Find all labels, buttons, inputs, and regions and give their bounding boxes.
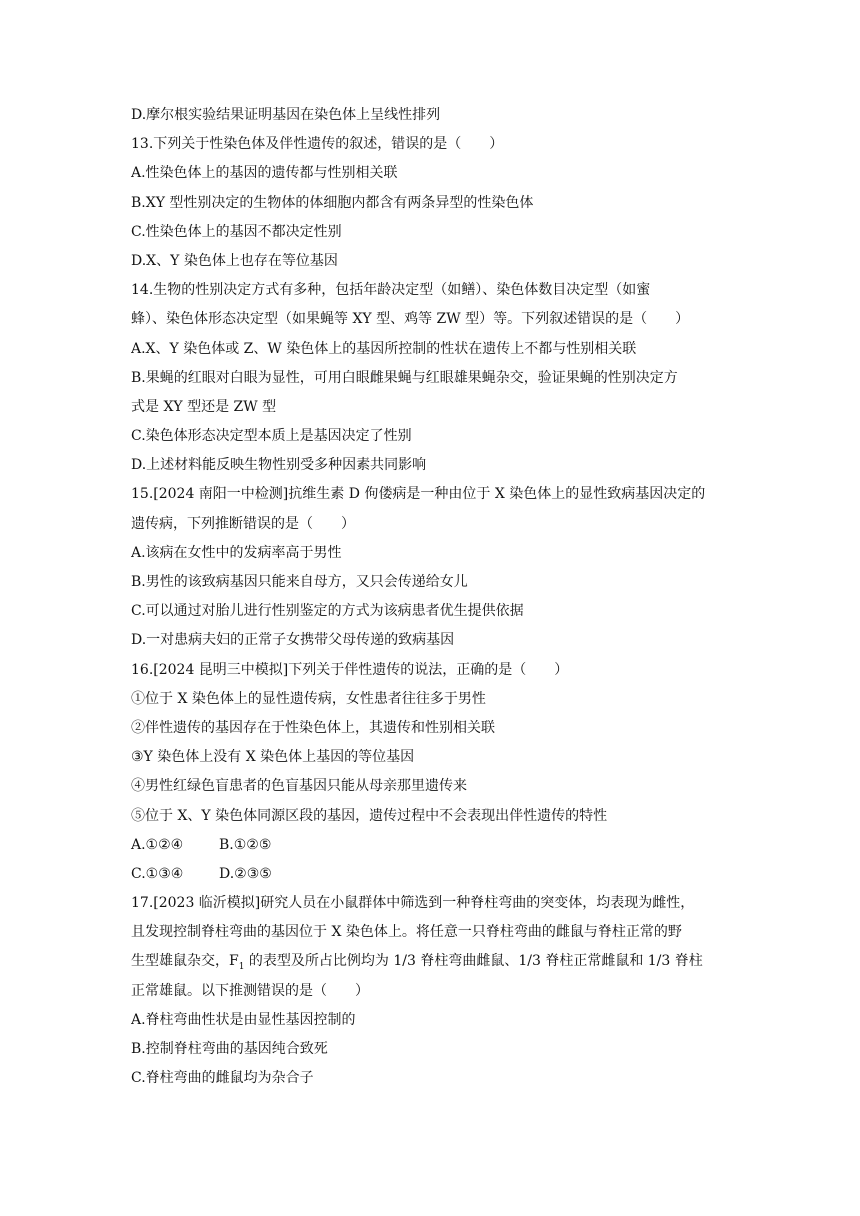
question-13-option-d: D.X、Y 染色体上也存在等位基因 (131, 252, 338, 269)
question-17-option-b: B.控制脊柱弯曲的基因纯合致死 (131, 1041, 328, 1057)
question-13-option-b: B.XY 型性别决定的生物体的体细胞内都含有两条异型的性染色体 (131, 194, 534, 211)
question-16-statement-5: ⑤位于 X、Y 染色体同源区段的基因，遗传过程中不会表现出伴性遗传的特性 (131, 807, 608, 824)
question-16-statement-3: ③Y 染色体上没有 X 染色体上基因的等位基因 (131, 749, 415, 766)
question-17-stem-line-2: 且发现控制脊柱弯曲的基因位于 X 染色体上。将任意一只脊柱弯曲的雌鼠与脊柱正常的野 (131, 924, 682, 941)
text-line: D.摩尔根实验结果证明基因在染色体上呈线性排列 (131, 107, 441, 123)
question-13-stem: 13.下列关于性染色体及伴性遗传的叙述，错误的是（ ） (131, 136, 504, 153)
question-16-options-row-2 (131, 860, 737, 889)
question-15-option-a: A.该病在女性中的发病率高于男性 (131, 544, 342, 561)
question-17-f1-subscript: 1 (238, 962, 245, 973)
question-16-statement-4: ④男性红绿色盲患者的色盲基因只能从母亲那里遗传来 (131, 778, 467, 795)
question-17-option-c: C.脊柱弯曲的雌鼠均为杂合子 (131, 1070, 314, 1087)
question-16-options-row-1 (131, 831, 737, 860)
question-17-option-a: A.脊柱弯曲性状是由显性基因控制的 (131, 1011, 356, 1028)
question-13-option-c: C.性染色体上的基因不都决定性别 (131, 223, 342, 240)
question-16-statement-1: ①位于 X 染色体上的显性遗传病，女性患者往往多于男性 (131, 690, 486, 707)
question-14-option-b-line-1: B.果蝇的红眼对白眼为显性，可用白眼雌果蝇与红眼雄果蝇杂交，验证果蝇的性别决定方 (131, 369, 678, 386)
question-17-text-after-sub: 的表型及所占比例均为 1/3 脊柱弯曲雌鼠、1/3 脊柱正常雌鼠和 1/3 脊柱 (244, 953, 703, 970)
question-16-statement-2: ②伴性遗传的基因存在于性染色体上，其遗传和性别相关联 (131, 719, 495, 736)
question-14-option-a: A.X、Y 染色体或 Z、W 染色体上的基因所控制的性状在遗传上不都与性别相关联 (131, 340, 637, 357)
question-14-option-b-line-2: 式是 XY 型还是 ZW 型 (131, 398, 277, 415)
question-16-option-a: A.①②④ (131, 836, 184, 853)
question-14-option-d: D.上述材料能反映生物性别受多种因素共同影响 (131, 457, 427, 474)
question-16-option-d: D.②③⑤ (219, 865, 272, 882)
question-15-stem-line-1: 15.[2024 南阳一中检测]抗维生素 D 佝偻病是一种由位于 X 染色体上的显性致病基因决定的 (131, 486, 706, 503)
question-17-stem-line-3 (131, 947, 737, 976)
question-14-stem-line-1: 14.生物的性别决定方式有多种，包括年龄决定型（如鳝）、染色体数目决定型（如蜜 (131, 282, 651, 299)
question-16-option-b: B.①②⑤ (219, 836, 272, 853)
question-text-block (131, 101, 737, 1093)
question-15-option-c: C.可以通过对胎儿进行性别鉴定的方式为该病患者优生提供依据 (131, 603, 524, 620)
question-15-stem-line-2: 遗传病，下列推断错误的是（ ） (131, 515, 355, 532)
question-14-stem-line-2: 蜂）、染色体形态决定型（如果蝇等 XY 型、鸡等 ZW 型）等。下列叙述错误的是（ ） (131, 311, 690, 328)
question-16-option-c: C.①③④ (131, 865, 184, 882)
question-14-option-c: C.染色体形态决定型本质上是基因决定了性别 (131, 428, 412, 445)
question-17-stem-line-1: 17.[2023 临沂模拟]研究人员在小鼠群体中筛选到一种脊柱弯曲的突变体，均表现为雌性， (131, 895, 695, 912)
question-15-option-d: D.一对患病夫妇的正常子女携带父母传递的致病基因 (131, 632, 455, 649)
question-16-stem: 16.[2024 昆明三中模拟]下列关于伴性遗传的说法，正确的是（ ） (131, 661, 569, 678)
question-13-option-a: A.性染色体上的基因的遗传都与性别相关联 (131, 165, 398, 182)
question-15-option-b: B.男性的该致病基因只能来自母方，又只会传递给女儿 (131, 574, 468, 590)
question-17-stem-line-4: 正常雄鼠。以下推测错误的是（ ） (131, 982, 369, 999)
question-17-text-before-sub: 生型雄鼠杂交，F (131, 953, 239, 970)
